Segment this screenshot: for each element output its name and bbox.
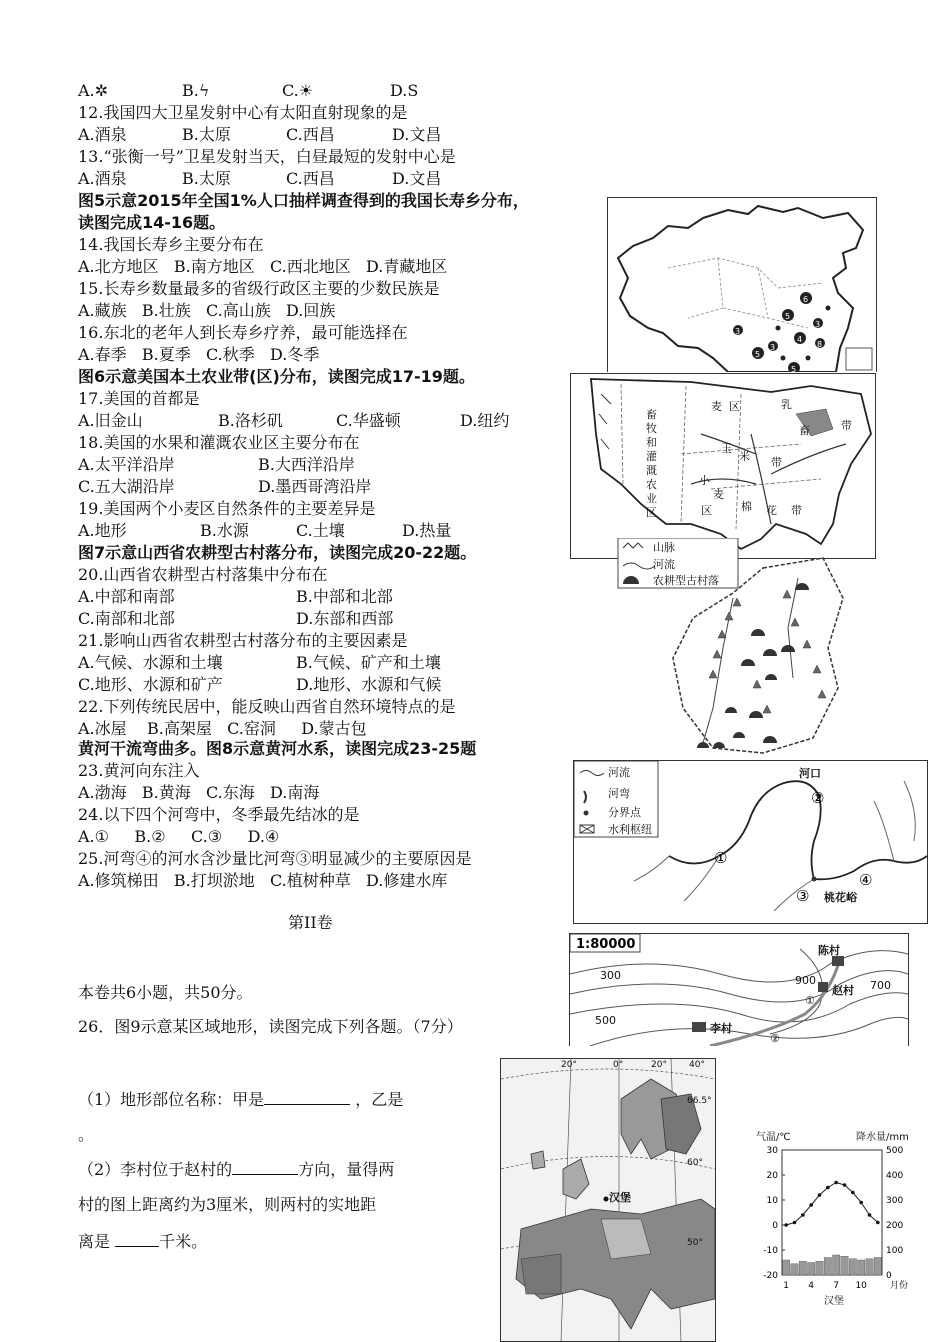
svg-text:区: 区 — [646, 506, 657, 519]
svg-text:畜: 畜 — [799, 424, 810, 437]
svg-text:桃花峪: 桃花峪 — [824, 891, 857, 904]
svg-text:赵村: 赵村 — [832, 984, 854, 997]
svg-text:60°: 60° — [687, 1158, 703, 1168]
precip-tick-label: 0 — [886, 1271, 892, 1281]
q11-option-b: B.ϟ — [182, 81, 210, 100]
fig6-intro: 图6示意美国本土农业带(区)分布，读图完成17-19题。 — [78, 367, 475, 386]
q14-stem: 14.我国长寿乡主要分布在 — [78, 235, 264, 254]
q15-stem: 15.长寿乡数量最多的省级行政区主要的少数民族是 — [78, 279, 440, 298]
month-tick-label: 7 — [833, 1281, 840, 1291]
svg-text:乳: 乳 — [781, 398, 792, 411]
precip-tick-label: 300 — [886, 1196, 904, 1206]
q24-options: A.① B.② C.③ D.④ — [78, 827, 280, 846]
q21-option-b: B.气候、矿产和土壤 — [296, 653, 441, 672]
answer-blank-distance[interactable] — [115, 1230, 159, 1247]
q12-option-b: B.太原 — [182, 125, 231, 144]
svg-text:河弯: 河弯 — [608, 787, 630, 800]
q20-option-b: B.中部和北部 — [296, 587, 393, 606]
month-tick-label: 1 — [783, 1281, 790, 1291]
month-tick-label: 4 — [808, 1281, 815, 1291]
q20-option-c: C.南部和北部 — [78, 609, 175, 628]
svg-text:50°: 50° — [687, 1238, 703, 1248]
fig8-intro: 黄河干流弯曲多。图8示意黄河水系，读图完成23-25题 — [78, 739, 477, 758]
fig5-china-map — [607, 197, 877, 372]
svg-text:700: 700 — [870, 979, 891, 992]
q21-stem: 21.影响山西省农耕型古村落分布的主要因素是 — [78, 631, 408, 650]
q18-option-b: B.大西洋沿岸 — [258, 455, 355, 474]
europe-map — [500, 1058, 716, 1342]
q19-option-b: B.水源 — [200, 521, 249, 540]
precip-bar — [858, 1260, 865, 1275]
q12-option-a: A.酒泉 — [78, 125, 127, 144]
svg-text:花: 花 — [766, 504, 777, 517]
q17-option-b: B.洛杉矶 — [218, 411, 283, 430]
precip-bar — [849, 1259, 856, 1275]
q25-options: A.修筑梯田 B.打坝淤地 C.植树种草 D.修建水库 — [78, 871, 448, 890]
q23-stem: 23.黄河向东注入 — [78, 761, 200, 780]
q26-part2-line3: 离是 千米。 — [78, 1232, 208, 1251]
q18-option-c: C.五大湖沿岸 — [78, 477, 175, 496]
svg-text:带: 带 — [771, 456, 782, 469]
svg-text:畜: 畜 — [646, 408, 657, 421]
q13-stem: 13.“张衡一号”卫星发射当天，白昼最短的发射中心是 — [78, 147, 456, 166]
svg-text:900: 900 — [795, 974, 816, 987]
precip-axis-title: 降水量/mm — [856, 1132, 909, 1143]
fig7-shanxi-map — [613, 538, 873, 758]
temp-point — [809, 1203, 813, 1207]
temp-point — [793, 1221, 797, 1225]
temp-point — [784, 1223, 788, 1227]
svg-text:66.5°: 66.5° — [687, 1096, 712, 1106]
q20-stem: 20.山西省农耕型古村落集中分布在 — [78, 565, 328, 584]
svg-text:②: ② — [811, 789, 825, 807]
q13-option-a: A.酒泉 — [78, 169, 127, 188]
precip-bar — [866, 1259, 873, 1275]
q26-part1: （1）地形部位名称：甲是 ，乙是 — [78, 1090, 404, 1109]
temp-point — [801, 1213, 805, 1217]
precip-bar — [783, 1260, 790, 1275]
svg-text:300: 300 — [600, 969, 621, 982]
temp-tick-label: 10 — [766, 1196, 778, 1206]
svg-text:河流: 河流 — [608, 766, 630, 779]
q18-option-a: A.太平洋沿岸 — [78, 455, 175, 474]
svg-text:区: 区 — [701, 504, 712, 517]
svg-text:麦: 麦 — [711, 400, 722, 413]
precip-bar — [808, 1263, 815, 1276]
answer-blank-jia[interactable] — [264, 1088, 350, 1105]
svg-text:0°: 0° — [613, 1060, 624, 1070]
precip-bar — [824, 1258, 831, 1276]
svg-text:3: 3 — [815, 320, 821, 329]
q18-option-d: D.墨西哥湾沿岸 — [258, 477, 372, 496]
svg-text:河口: 河口 — [799, 767, 821, 780]
temp-tick-label: -20 — [763, 1271, 778, 1281]
svg-text:5: 5 — [791, 365, 797, 372]
temp-point — [818, 1193, 822, 1197]
q16-stem: 16.东北的老年人到长寿乡疗养，最可能选择在 — [78, 323, 408, 342]
svg-text:6: 6 — [803, 295, 809, 304]
answer-blank-direction[interactable] — [232, 1158, 298, 1175]
svg-text:20°: 20° — [651, 1060, 667, 1070]
precip-tick-label: 200 — [886, 1221, 904, 1231]
precip-bar — [791, 1264, 798, 1275]
longevity-dot-group — [733, 292, 831, 372]
q26-part2-line2: 村的图上距离约为3厘米，则两村的实地距 — [78, 1195, 377, 1214]
svg-text:山脉: 山脉 — [653, 541, 675, 554]
temp-point — [834, 1181, 838, 1185]
svg-text:麦: 麦 — [713, 488, 724, 501]
svg-text:④: ④ — [859, 871, 873, 889]
precip-bar — [833, 1255, 840, 1275]
fig6-usa-agri-map — [570, 373, 876, 559]
q18-stem: 18.美国的水果和灌溉农业区主要分布在 — [78, 433, 360, 452]
svg-text:带: 带 — [841, 419, 852, 432]
q12-option-d: D.文昌 — [392, 125, 442, 144]
temp-point — [826, 1186, 830, 1190]
month-tick-label: 10 — [855, 1281, 867, 1291]
svg-text:水利枢纽: 水利枢纽 — [608, 823, 652, 836]
q22-options: A.冰屋 B.高架屋 C.窑洞 D.蒙古包 — [78, 719, 367, 738]
svg-text:8: 8 — [817, 340, 823, 349]
precip-bar — [841, 1256, 848, 1275]
q19-option-c: C.土壤 — [296, 521, 345, 540]
q13-option-b: B.太原 — [182, 169, 231, 188]
sandstorm-icon: S — [407, 81, 419, 100]
precip-bar — [874, 1258, 881, 1276]
temp-tick-label: 20 — [766, 1171, 778, 1181]
q19-option-a: A.地形 — [78, 521, 127, 540]
svg-text:陈村: 陈村 — [818, 944, 840, 957]
svg-text:河流: 河流 — [653, 558, 675, 571]
svg-text:小: 小 — [699, 474, 710, 487]
temp-point — [859, 1201, 863, 1205]
q26-stem: 26．图9示意某区域地形，读图完成下列各题。（7分） — [78, 1017, 463, 1036]
q12-option-c: C.西昌 — [286, 125, 335, 144]
svg-text:农: 农 — [646, 478, 657, 491]
temp-axis-title: 气温/℃ — [756, 1132, 791, 1143]
q13-option-d: D.文昌 — [392, 169, 442, 188]
svg-text:灌: 灌 — [646, 450, 657, 463]
q11-option-a: A.✲ — [78, 81, 109, 100]
temp-point — [851, 1191, 855, 1195]
svg-text:区: 区 — [729, 400, 740, 413]
q23-options: A.渤海 B.黄海 C.东海 D.南海 — [78, 783, 320, 802]
q17-option-a: A.旧金山 — [78, 411, 143, 430]
q25-stem: 25.河弯④的河水含沙量比河弯③明显减少的主要原因是 — [78, 849, 472, 868]
fig5-intro: 图5示意2015年全国1%人口抽样调查得到的我国长寿乡分布， — [78, 191, 529, 210]
temp-point — [843, 1183, 847, 1187]
precip-tick-label: 100 — [886, 1246, 904, 1256]
sun-icon: ☀ — [298, 81, 314, 100]
q16-options: A.春季 B.夏季 C.秋季 D.冬季 — [78, 345, 320, 364]
q22-stem: 22.下列传统民居中，能反映山西省自然环境特点的是 — [78, 697, 456, 716]
svg-text:500: 500 — [595, 1014, 616, 1027]
svg-text:4: 4 — [797, 335, 803, 344]
climate-chart — [752, 1128, 922, 1308]
svg-text:牧: 牧 — [646, 422, 657, 435]
svg-text:农耕型古村落: 农耕型古村落 — [653, 574, 719, 587]
svg-text:分界点: 分界点 — [608, 806, 641, 819]
svg-text:业: 业 — [646, 492, 657, 505]
q26-part2: （2）李村位于赵村的 方向，量得两 — [78, 1160, 395, 1179]
temp-point — [868, 1213, 872, 1217]
q24-stem: 24.以下四个河弯中，冬季最先结冰的是 — [78, 805, 360, 824]
precip-bar — [816, 1261, 823, 1275]
q14-options: A.北方地区 B.南方地区 C.西北地区 D.青藏地区 — [78, 257, 448, 276]
temp-tick-label: 0 — [772, 1221, 778, 1231]
svg-text:李村: 李村 — [710, 1022, 732, 1035]
snow-icon: ✲ — [94, 81, 109, 100]
svg-text:3: 3 — [770, 343, 776, 352]
q15-options: A.藏族 B.壮族 C.高山族 D.回族 — [78, 301, 336, 320]
q17-stem: 17.美国的首都是 — [78, 389, 200, 408]
fig8-yellow-river-map — [573, 760, 928, 924]
q17-option-c: C.华盛顿 — [336, 411, 401, 430]
svg-text:③: ③ — [796, 887, 810, 905]
fig7-intro: 图7示意山西省农耕型古村落分布，读图完成20-22题。 — [78, 543, 477, 562]
x-axis-unit: 月份 — [890, 1281, 909, 1291]
q12-stem: 12.我国四大卫星发射中心有太阳直射现象的是 — [78, 103, 408, 122]
svg-text:40°: 40° — [689, 1060, 705, 1070]
svg-text:5: 5 — [755, 350, 761, 359]
q19-stem: 19.美国两个小麦区自然条件的主要差异是 — [78, 499, 376, 518]
q19-option-d: D.热量 — [402, 521, 452, 540]
q21-option-d: D.地形、水源和气候 — [296, 675, 442, 694]
precip-tick-label: 400 — [886, 1171, 904, 1181]
svg-text:②: ② — [770, 1032, 780, 1045]
precip-tick-label: 500 — [886, 1146, 904, 1156]
q20-option-d: D.东部和西部 — [296, 609, 394, 628]
q11-option-c: C.☀ — [282, 81, 314, 100]
svg-text:1:80000: 1:80000 — [576, 937, 636, 952]
part2-title: 第II卷 — [288, 913, 333, 932]
fig5-intro-2: 读图完成14-16题。 — [78, 213, 226, 232]
lightning-icon: ϟ — [198, 81, 210, 100]
svg-text:①: ① — [714, 849, 728, 867]
temp-tick-label: -10 — [763, 1246, 778, 1256]
svg-text:汉堡: 汉堡 — [609, 1191, 631, 1204]
part2-note: 本卷共6小题，共50分。 — [78, 983, 253, 1002]
q11-option-d: D.S — [390, 81, 419, 100]
svg-text:20°: 20° — [561, 1060, 577, 1070]
svg-text:5: 5 — [785, 312, 791, 321]
svg-text:3: 3 — [735, 327, 741, 336]
q26-part1-end: 。 — [78, 1125, 95, 1144]
temp-tick-label: 30 — [766, 1146, 778, 1156]
temp-point — [876, 1221, 880, 1225]
q20-option-a: A.中部和南部 — [78, 587, 175, 606]
svg-text:米: 米 — [739, 450, 750, 463]
q13-option-c: C.西昌 — [286, 169, 335, 188]
q17-option-d: D.纽约 — [460, 411, 510, 430]
q21-option-c: C.地形、水源和矿产 — [78, 675, 223, 694]
svg-text:和: 和 — [646, 436, 657, 449]
chart-caption: 汉堡 — [824, 1296, 844, 1307]
svg-text:①: ① — [805, 994, 815, 1007]
svg-text:棉: 棉 — [741, 500, 752, 513]
fig9-contour-map — [569, 933, 909, 1046]
svg-text:溉: 溉 — [646, 464, 657, 477]
q21-option-a: A.气候、水源和土壤 — [78, 653, 223, 672]
svg-text:玉: 玉 — [721, 442, 732, 455]
svg-text:带: 带 — [791, 504, 802, 517]
precip-bar — [799, 1261, 806, 1275]
